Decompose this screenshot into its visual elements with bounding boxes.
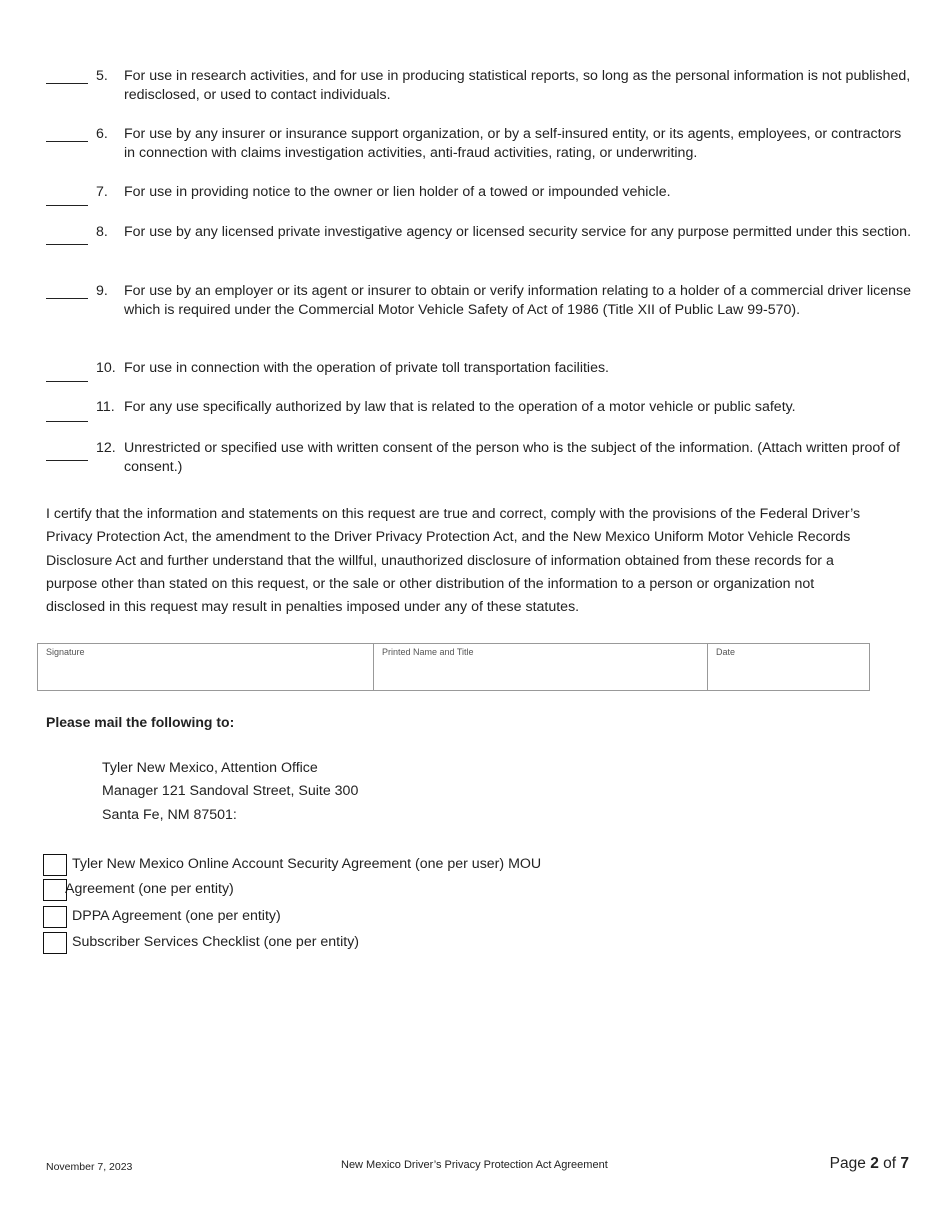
footer-title: New Mexico Driver’s Privacy Protection Act Agreement bbox=[341, 1159, 608, 1171]
item-text: Unrestricted or specified use with written consent of the person who is the subject of the information. (Attach written proof of consent.) bbox=[124, 440, 900, 475]
page-number bbox=[830, 1155, 909, 1173]
address-line: Manager 121 Sandoval Street, Suite 300 bbox=[102, 783, 359, 799]
item-number: 10. bbox=[96, 360, 116, 376]
permitted-use-item bbox=[46, 223, 916, 263]
permitted-use-item bbox=[46, 398, 916, 422]
initial-blank[interactable] bbox=[46, 460, 88, 461]
checkbox[interactable] bbox=[43, 854, 67, 876]
item-number: 6. bbox=[96, 126, 108, 142]
initial-blank[interactable] bbox=[46, 244, 88, 245]
date-label: Date bbox=[716, 647, 736, 657]
initial-blank[interactable] bbox=[46, 83, 88, 84]
item-number: 9. bbox=[96, 283, 108, 299]
permitted-use-item bbox=[46, 67, 916, 107]
item-text: For use in connection with the operation of private toll transportation facilities. bbox=[124, 360, 610, 376]
permitted-use-item bbox=[46, 282, 916, 340]
address-line: Santa Fe, NM 87501: bbox=[102, 807, 237, 823]
checklist-label: Agreement (one per entity) bbox=[65, 881, 234, 897]
initial-blank[interactable] bbox=[46, 298, 88, 299]
checklist-label: DPPA Agreement (one per entity) bbox=[72, 908, 281, 924]
footer-date: November 7, 2023 bbox=[46, 1161, 133, 1173]
checklist-label: Subscriber Services Checklist (one per entity) bbox=[72, 934, 360, 950]
printed-name-label: Printed Name and Title bbox=[382, 647, 474, 657]
item-number: 8. bbox=[96, 224, 108, 240]
item-text: For use in research activities, and for use in producing statistical reports, so long as the personal information is not published, redisclosed, or used to contact individuals. bbox=[124, 68, 911, 103]
page-prefix: Page bbox=[829, 1155, 866, 1172]
signature-field[interactable] bbox=[38, 644, 374, 690]
mail-heading: Please mail the following to: bbox=[46, 714, 235, 730]
certification-statement: I certify that the information and statements on this request are true and correct, comply with the provisions of the Federal Driver’s Privacy Protection Act, the amendment to the Driver Privacy Protection Act, and the New Mexico Uniform Motor Vehicle Records Disclosure Act and further understand that the willful, unauthorized disclosure of information obtained from these records for a purpose other than stated on this request, or the sale or other distribution of the information to a person or organization not disclosed in this request may result in penalties imposed under any of these statutes. bbox=[46, 506, 861, 616]
item-number: 5. bbox=[96, 68, 108, 84]
item-number: 11. bbox=[96, 399, 115, 415]
page-current: 2 bbox=[870, 1155, 879, 1172]
item-text: For use in providing notice to the owner or lien holder of a towed or impounded vehicle. bbox=[124, 184, 671, 200]
page-of: of bbox=[883, 1155, 897, 1172]
date-field[interactable] bbox=[708, 644, 869, 690]
initial-blank[interactable] bbox=[46, 141, 88, 142]
initial-blank[interactable] bbox=[46, 421, 88, 422]
signature-table bbox=[37, 643, 870, 691]
item-text: For use by any licensed private investigative agency or licensed security service for any purpose permitted under this section. bbox=[124, 224, 912, 240]
permitted-use-item bbox=[46, 359, 916, 383]
permitted-use-item bbox=[46, 439, 916, 479]
checklist-label: Tyler New Mexico Online Account Security Agreement (one per user) MOU bbox=[72, 856, 542, 872]
signature-label: Signature bbox=[46, 647, 85, 657]
page-total: 7 bbox=[900, 1155, 909, 1172]
checkbox[interactable] bbox=[43, 906, 67, 928]
permitted-use-item bbox=[46, 125, 916, 165]
item-number: 7. bbox=[96, 184, 108, 200]
initial-blank[interactable] bbox=[46, 205, 88, 206]
item-text: For use by any insurer or insurance support organization, or by a self-insured entity, or its agents, employees, or contractors in connection with claims investigation activities, anti-fraud activities, rating, or underwriting. bbox=[124, 126, 902, 161]
checkbox[interactable] bbox=[43, 932, 67, 954]
item-number: 12. bbox=[96, 440, 116, 456]
initial-blank[interactable] bbox=[46, 381, 88, 382]
checkbox[interactable] bbox=[43, 879, 67, 901]
permitted-use-item bbox=[46, 183, 916, 207]
address-line: Tyler New Mexico, Attention Office bbox=[102, 760, 318, 776]
item-text: For use by an employer or its agent or insurer to obtain or verify information relating to a holder of a commercial driver license which is required under the Commercial Motor Vehicle Safety of Act of 1986 (Title XII of Public Law 99-570). bbox=[124, 283, 911, 318]
printed-name-field[interactable] bbox=[374, 644, 708, 690]
item-text: For any use specifically authorized by law that is related to the operation of a motor vehicle or public safety. bbox=[124, 399, 796, 415]
